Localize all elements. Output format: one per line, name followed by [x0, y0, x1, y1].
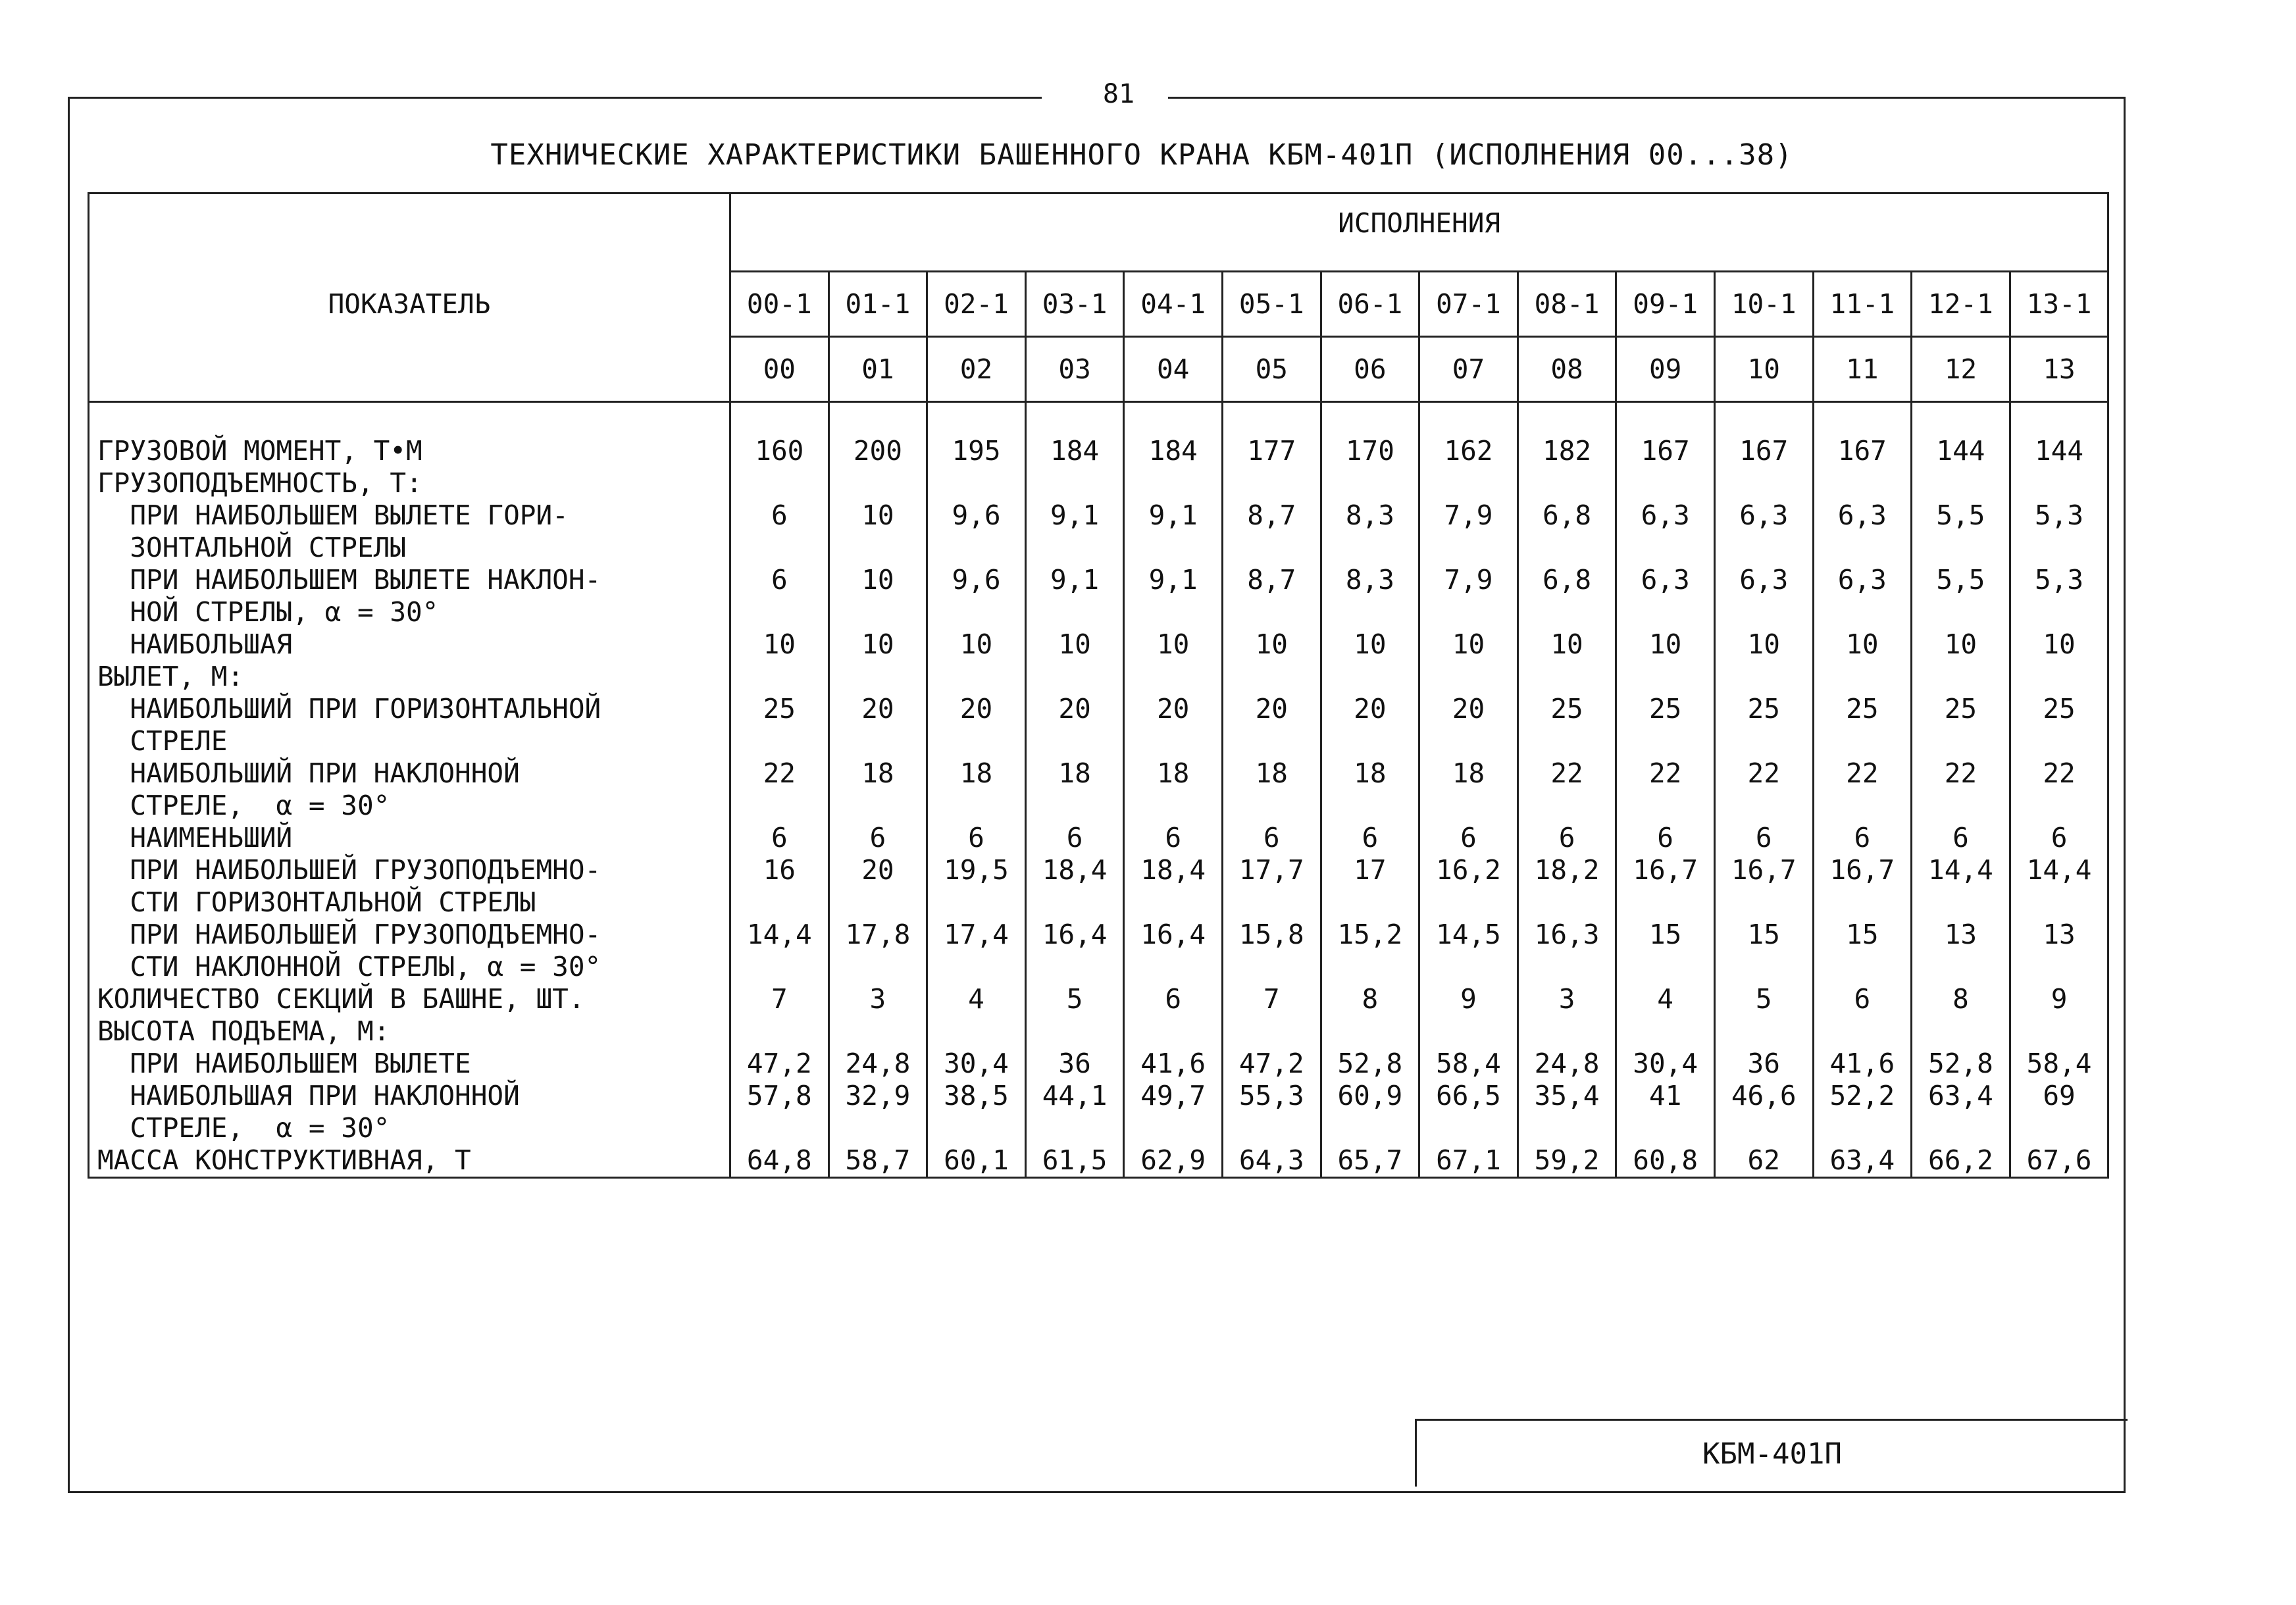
header-indicator: ПОКАЗАТЕЛЬ: [89, 193, 730, 402]
value-cell: 58,4 69: [2010, 1015, 2108, 1144]
header-variant-a: 13-1: [2010, 272, 2108, 337]
table-row: [89, 1144, 2108, 1178]
value-cell: 184: [1025, 402, 1124, 468]
row-label: ВЫЛЕТ, М: НАИБОЛЬШИЙ ПРИ ГОРИЗОНТАЛЬНОЙ СТРЕЛЕ НАИБОЛЬШИЙ ПРИ НАКЛОННОЙ СТРЕЛЕ, α = 30° НАИМЕНЬШИЙ ПРИ НАИБОЛЬШЕЙ ГРУЗОПОДЪЕМНО- СТИ ГОРИЗОНТАЛЬНОЙ СТРЕЛЫ ПРИ НАИБОЛЬШЕЙ ГРУЗОПОДЪЕМНО- СТИ НАКЛОННОЙ СТРЕЛЫ, α = 30°: [89, 661, 730, 983]
header-variant-b: 04: [1124, 337, 1223, 402]
header-variant-a: 00-1: [730, 272, 829, 337]
title-block-stamp: [1415, 1419, 2128, 1487]
value-cell: 66,2: [1912, 1144, 2010, 1178]
value-cell: 61,5: [1025, 1144, 1124, 1178]
row-label: ВЫСОТА ПОДЪЕМА, М: ПРИ НАИБОЛЬШЕМ ВЫЛЕТЕ НАИБОЛЬШАЯ ПРИ НАКЛОННОЙ СТРЕЛЕ, α = 30°: [89, 1015, 730, 1144]
value-cell: 8: [1321, 983, 1419, 1015]
value-cell: 9: [2010, 983, 2108, 1015]
frame-left: [68, 97, 70, 1493]
header-variant-a: 02-1: [927, 272, 1026, 337]
header-variant-b: 11: [1813, 337, 1912, 402]
frame-bottom: [68, 1491, 2126, 1493]
header-variant-b: 05: [1222, 337, 1321, 402]
value-cell: 8,7 8,7 10: [1222, 467, 1321, 661]
value-cell: 30,4 38,5: [927, 1015, 1026, 1144]
value-cell: 3: [1518, 983, 1616, 1015]
value-cell: 4: [1616, 983, 1715, 1015]
table-row: [89, 1015, 2108, 1144]
value-cell: 5: [1714, 983, 1813, 1015]
frame-top-left: [68, 97, 1042, 99]
value-cell: 3: [829, 983, 927, 1015]
spec-table-body: [89, 402, 2108, 1178]
header-variant-a: 05-1: [1222, 272, 1321, 337]
header-variant-a: 07-1: [1419, 272, 1518, 337]
value-cell: 195: [927, 402, 1026, 468]
value-cell: 8: [1912, 983, 2010, 1015]
value-cell: 25 22 6 14,4 13: [2010, 661, 2108, 983]
value-cell: 41,6 52,2: [1813, 1015, 1912, 1144]
value-cell: 144: [1912, 402, 2010, 468]
value-cell: 5,3 5,3 10: [2010, 467, 2108, 661]
row-label: МАССА КОНСТРУКТИВНАЯ, Т: [89, 1144, 730, 1178]
header-variant-b: 00: [730, 337, 829, 402]
table-row: [89, 983, 2108, 1015]
value-cell: 8,3 8,3 10: [1321, 467, 1419, 661]
value-cell: 58,7: [829, 1144, 927, 1178]
header-variant-b: 02: [927, 337, 1026, 402]
value-cell: 162: [1419, 402, 1518, 468]
header-variant-a: 12-1: [1912, 272, 2010, 337]
header-variant-a: 09-1: [1616, 272, 1715, 337]
header-variant-b: 08: [1518, 337, 1616, 402]
value-cell: 6: [1124, 983, 1223, 1015]
row-label: ГРУЗОПОДЪЕМНОСТЬ, Т: ПРИ НАИБОЛЬШЕМ ВЫЛЕТЕ ГОРИ- ЗОНТАЛЬНОЙ СТРЕЛЫ ПРИ НАИБОЛЬШЕМ ВЫЛЕТЕ НАКЛОН- НОЙ СТРЕЛЫ, α = 30° НАИБОЛЬШАЯ: [89, 467, 730, 661]
value-cell: 36 44,1: [1025, 1015, 1124, 1144]
value-cell: 20 18 6 20 17,8: [829, 661, 927, 983]
value-cell: 60,8: [1616, 1144, 1715, 1178]
table-row: [89, 402, 2108, 468]
value-cell: 200: [829, 402, 927, 468]
value-cell: 20 18 6 16,2 14,5: [1419, 661, 1518, 983]
value-cell: 25 22 6 16,7 15: [1616, 661, 1715, 983]
value-cell: 58,4 66,5: [1419, 1015, 1518, 1144]
value-cell: 6: [1813, 983, 1912, 1015]
value-cell: 52,8 63,4: [1912, 1015, 2010, 1144]
value-cell: 6,3 6,3 10: [1813, 467, 1912, 661]
value-cell: 59,2: [1518, 1144, 1616, 1178]
header-variant-a: 08-1: [1518, 272, 1616, 337]
value-cell: 36 46,6: [1714, 1015, 1813, 1144]
value-cell: 167: [1813, 402, 1912, 468]
value-cell: 25 22 6 18,2 16,3: [1518, 661, 1616, 983]
value-cell: 20 18 6 18,4 16,4: [1124, 661, 1223, 983]
value-cell: 9,1 9,1 10: [1025, 467, 1124, 661]
frame-right: [2124, 97, 2126, 1493]
header-variant-b: 12: [1912, 337, 2010, 402]
frame-top-right: [1168, 97, 2124, 99]
value-cell: 30,4 41: [1616, 1015, 1715, 1144]
value-cell: 24,8 35,4: [1518, 1015, 1616, 1144]
value-cell: 60,1: [927, 1144, 1026, 1178]
value-cell: 67,1: [1419, 1144, 1518, 1178]
value-cell: 9,1 9,1 10: [1124, 467, 1223, 661]
header-variant-b: 03: [1025, 337, 1124, 402]
header-row-group: [89, 193, 2108, 272]
value-cell: 5,5 5,5 10: [1912, 467, 2010, 661]
value-cell: 6,3 6,3 10: [1616, 467, 1715, 661]
table-row: [89, 467, 2108, 661]
stamp-label: КБМ-401П: [1702, 1437, 1842, 1471]
value-cell: 7,9 7,9 10: [1419, 467, 1518, 661]
value-cell: 6,8 6,8 10: [1518, 467, 1616, 661]
row-label: ГРУЗОВОЙ МОМЕНТ, Т•М: [89, 402, 730, 468]
value-cell: 144: [2010, 402, 2108, 468]
header-variant-a: 04-1: [1124, 272, 1223, 337]
value-cell: 52,8 60,9: [1321, 1015, 1419, 1144]
header-variant-a: 10-1: [1714, 272, 1813, 337]
value-cell: 6 6 10: [730, 467, 829, 661]
value-cell: 25 22 6 16,7 15: [1714, 661, 1813, 983]
value-cell: 182: [1518, 402, 1616, 468]
table-row: [89, 661, 2108, 983]
value-cell: 184: [1124, 402, 1223, 468]
header-variant-a: 03-1: [1025, 272, 1124, 337]
value-cell: 20 18 6 17,7 15,8: [1222, 661, 1321, 983]
value-cell: 47,2 55,3: [1222, 1015, 1321, 1144]
value-cell: 24,8 32,9: [829, 1015, 927, 1144]
value-cell: 47,2 57,8: [730, 1015, 829, 1144]
value-cell: 20 18 6 17 15,2: [1321, 661, 1419, 983]
value-cell: 25 22 6 16,7 15: [1813, 661, 1912, 983]
value-cell: 9: [1419, 983, 1518, 1015]
value-cell: 6,3 6,3 10: [1714, 467, 1813, 661]
value-cell: 25 22 6 16 14,4: [730, 661, 829, 983]
header-variant-a: 11-1: [1813, 272, 1912, 337]
row-label: КОЛИЧЕСТВО СЕКЦИЙ В БАШНЕ, ШТ.: [89, 983, 730, 1015]
value-cell: 20 18 6 18,4 16,4: [1025, 661, 1124, 983]
header-variant-b: 01: [829, 337, 927, 402]
value-cell: 64,8: [730, 1144, 829, 1178]
value-cell: 10 10 10: [829, 467, 927, 661]
value-cell: 63,4: [1813, 1144, 1912, 1178]
document-title: ТЕХНИЧЕСКИЕ ХАРАКТЕРИСТИКИ БАШЕННОГО КРАНА КБМ-401П (ИСПОЛНЕНИЯ 00...38): [490, 138, 1793, 172]
value-cell: 41,6 49,7: [1124, 1015, 1223, 1144]
header-variant-a: 06-1: [1321, 272, 1419, 337]
value-cell: 20 18 6 19,5 17,4: [927, 661, 1026, 983]
value-cell: 25 22 6 14,4 13: [1912, 661, 2010, 983]
value-cell: 67,6: [2010, 1144, 2108, 1178]
header-variant-b: 10: [1714, 337, 1813, 402]
header-variant-b: 13: [2010, 337, 2108, 402]
value-cell: 160: [730, 402, 829, 468]
value-cell: 5: [1025, 983, 1124, 1015]
page-number: 81: [1079, 78, 1158, 111]
value-cell: 167: [1616, 402, 1715, 468]
value-cell: 7: [1222, 983, 1321, 1015]
value-cell: 167: [1714, 402, 1813, 468]
value-cell: 7: [730, 983, 829, 1015]
header-variant-b: 07: [1419, 337, 1518, 402]
header-variant-b: 09: [1616, 337, 1715, 402]
value-cell: 62,9: [1124, 1144, 1223, 1178]
value-cell: 4: [927, 983, 1026, 1015]
spec-table: [88, 192, 2109, 1179]
value-cell: 64,3: [1222, 1144, 1321, 1178]
value-cell: 65,7: [1321, 1144, 1419, 1178]
value-cell: 170: [1321, 402, 1419, 468]
header-variants-group: ИСПОЛНЕНИЯ: [730, 193, 2108, 272]
value-cell: 177: [1222, 402, 1321, 468]
header-variant-b: 06: [1321, 337, 1419, 402]
header-variant-a: 01-1: [829, 272, 927, 337]
value-cell: 62: [1714, 1144, 1813, 1178]
value-cell: 9,6 9,6 10: [927, 467, 1026, 661]
